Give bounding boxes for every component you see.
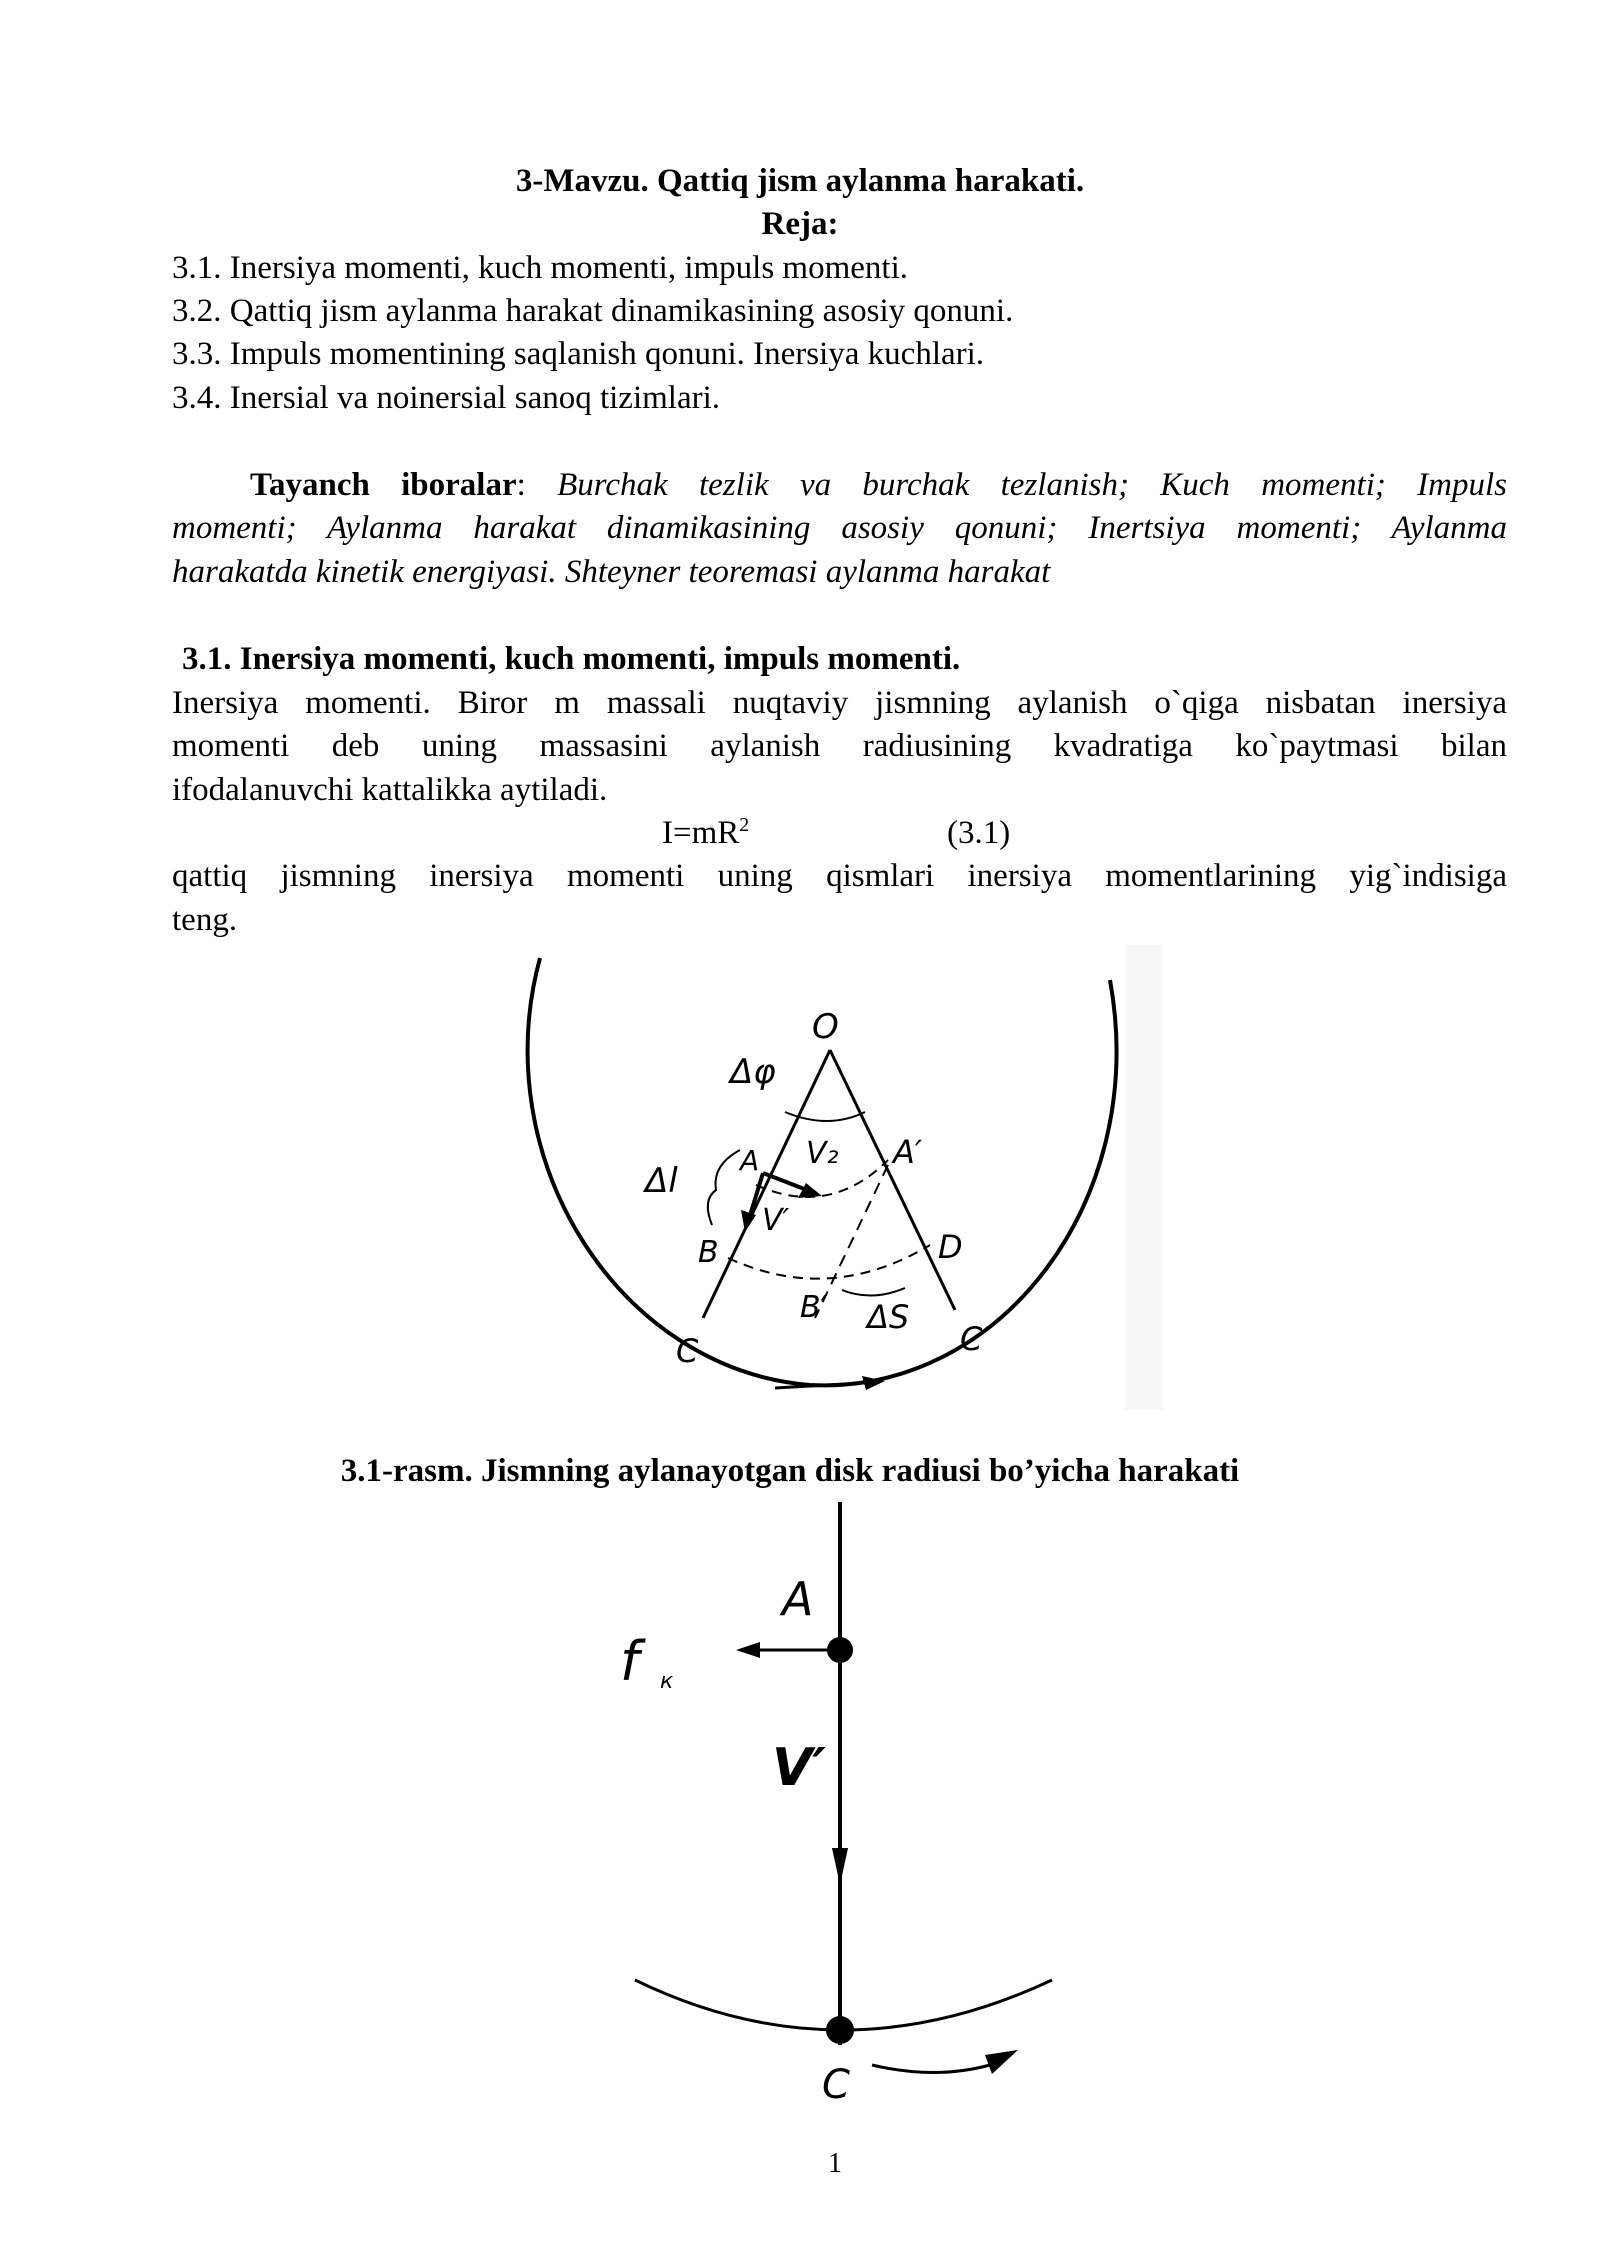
label-a-prime: A′	[893, 1133, 923, 1171]
paragraph-line: teng.	[172, 902, 238, 938]
label-a: A	[740, 1144, 760, 1177]
plan-item: 3.3. Impuls momentining saqlanish qonuni. Inersiya kuchlari.	[172, 336, 985, 372]
brace-dl	[708, 1150, 740, 1225]
figure-rotating-disk	[500, 940, 1180, 1420]
figure-caption: 3.1-rasm. Jismning aylanayotgan disk radiusi bo’yicha harakati	[340, 1453, 1240, 1489]
label-c-prime: C′	[960, 1320, 990, 1358]
rotation-arrow-head	[985, 2050, 1018, 2074]
label-delta-phi: Δφ	[730, 1052, 776, 1092]
label-f-subscript: к	[660, 1669, 674, 1694]
scan-margin	[1125, 945, 1163, 1410]
section-heading: 3.1. Inersiya momenti, kuch momenti, impuls momenti.	[182, 641, 961, 677]
radius-oc-prime	[830, 1050, 955, 1310]
label-delta-l: Δl	[645, 1161, 678, 1201]
plan-item: 3.2. Qattiq jism aylanma harakat dinamikasining asosiy qonuni.	[172, 293, 1014, 329]
page-title: 3-Mavzu. Qattiq jism aylanma harakati.	[515, 163, 1085, 199]
vector-v2-head	[798, 1183, 822, 1198]
label-v-prime: V′	[762, 1203, 790, 1238]
rotation-arrow	[872, 2065, 990, 2073]
label-f: f	[620, 1630, 640, 1693]
formula: $I=mR^2$	[662, 814, 750, 851]
label-b-prime: B′	[800, 1290, 828, 1325]
keywords-label: Tayanch iboralar	[250, 467, 517, 503]
label-v2: V₂	[806, 1136, 839, 1171]
label-o: O	[812, 1007, 839, 1047]
figure-inertial-force	[600, 1495, 1060, 2125]
paragraph-line: ifodalanuvchi kattalikka aytiladi.	[172, 772, 608, 808]
paragraph-line: momenti deb uning massasini aylanish radiusining kvadratiga ko`paytmasi bilan	[172, 728, 1507, 764]
formula-number: (3.1)	[947, 815, 1011, 851]
point-c	[826, 2016, 854, 2044]
keywords-line: harakatda kinetik energiyasi. Shteyner teoremasi aylanma harakat	[172, 554, 1051, 590]
label-v-prime: V′	[772, 1738, 826, 1798]
page-number: 1	[828, 2148, 842, 2179]
force-arrow-head	[736, 1642, 760, 1658]
label-a: A	[782, 1572, 814, 1626]
paragraph-line: Inersiya momenti. Biror m massali nuqtaviy jismning aylanish o`qiga nisbatan inersiya	[172, 685, 1507, 721]
brace-ds	[842, 1288, 905, 1296]
label-b: B	[698, 1235, 719, 1270]
label-c: C	[822, 2062, 850, 2108]
velocity-arrow-head	[832, 1848, 848, 1885]
keywords-line: Tayanch iboralar: Burchak tezlik va burchak tezlanish; Kuch momenti; Impuls	[250, 467, 1507, 503]
plan-item: 3.1. Inersiya momenti, kuch momenti, impuls momenti.	[172, 250, 908, 286]
arc-bd	[728, 1245, 930, 1279]
label-delta-s: ΔS	[867, 1298, 910, 1336]
keywords-line: momenti; Aylanma harakat dinamikasining asosiy qonuni; Inertsiya momenti; Aylanma	[172, 510, 1507, 546]
label-c: C	[676, 1332, 699, 1370]
plan-heading: Reja:	[761, 206, 839, 242]
plan-item: 3.4. Inersial va noinersial sanoq tizimlari.	[172, 380, 721, 416]
paragraph-line: qattiq jismning inersiya momenti uning qismlari inersiya momentlarining yig`indisiga	[172, 858, 1507, 894]
label-d: D	[938, 1228, 963, 1266]
